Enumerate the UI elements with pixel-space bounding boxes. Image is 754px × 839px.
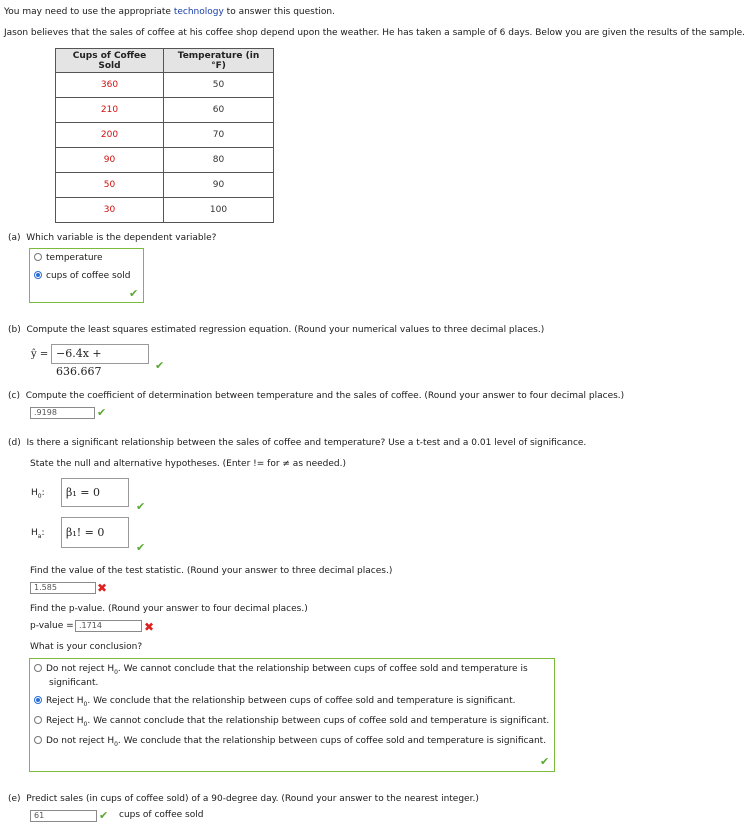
- cell-cups: 210: [56, 98, 164, 123]
- correct-check-icon: ✔: [97, 406, 107, 419]
- intro-text: You may need to use the appropriate: [4, 7, 174, 17]
- intro-line: [4, 7, 335, 17]
- part-b-label: (b): [8, 325, 21, 335]
- part-e-question: [8, 794, 479, 804]
- correct-check-icon: ✔: [136, 541, 146, 554]
- cell-cups: 30: [56, 198, 164, 223]
- conclusion-prompt: What is your conclusion?: [30, 642, 143, 652]
- radio-conclusion-3[interactable]: [34, 716, 42, 724]
- part-a-question: [8, 233, 216, 243]
- part-a-text: Which variable is the dependent variable?: [26, 233, 217, 243]
- radio-conclusion-4[interactable]: [34, 736, 42, 744]
- p-value-prompt: Find the p-value. (Round your answer to four decimal places.): [30, 604, 308, 614]
- column-header-cups: Cups of Coffee Sold: [56, 49, 164, 73]
- technology-link[interactable]: technology: [173, 7, 224, 17]
- predicted-sales-input[interactable]: 61: [30, 810, 97, 822]
- h0-letter: H: [76, 696, 84, 706]
- hypotheses-prompt: State the null and alternative hypotheses. (Enter != for ≠ as needed.): [30, 459, 346, 469]
- test-statistic-prompt: Find the value of the test statistic. (Round your answer to three decimal places.): [30, 566, 393, 576]
- option-text-post: . We conclude that the relationship between cups of coffee sold and temperature is significant.: [117, 736, 547, 746]
- column-header-temperature: Temperature (in °F): [164, 49, 274, 73]
- cell-temperature: 100: [164, 198, 274, 223]
- h0-letter: H: [31, 488, 38, 498]
- table-row: [56, 73, 274, 98]
- cell-cups: 50: [56, 173, 164, 198]
- correct-check-icon: ✔: [129, 287, 139, 300]
- h0-label: $H_0$:: [31, 488, 45, 500]
- option-text-pre: Reject: [46, 696, 77, 706]
- coefficient-determination-input[interactable]: .9198: [30, 407, 95, 419]
- p-value-label: p-value =: [30, 621, 74, 631]
- p-value-input[interactable]: .1714: [75, 620, 142, 632]
- part-e-text: Predict sales (in cups of coffee sold) of a 90-degree day. (Round your answer to the nearest integer.): [26, 794, 479, 804]
- h0-subscript: 0: [37, 492, 42, 500]
- option-text-post: . We conclude that the relationship between cups of coffee sold and temperature is significant.: [87, 696, 516, 706]
- radio-conclusion-2-selected[interactable]: [34, 696, 42, 704]
- ha-letter: H: [31, 528, 38, 538]
- conclusion-option-1-line2: significant.: [49, 678, 99, 688]
- conclusion-option-2[interactable]: [34, 696, 516, 708]
- radio-temperature[interactable]: [34, 253, 42, 261]
- problem-statement: Jason believes that the sales of coffee at his coffee shop depend upon the weather. He has taken a sample of 6 days. Below you are given the results of the sample.: [4, 28, 746, 38]
- cell-cups: 360: [56, 73, 164, 98]
- alternative-hypothesis-input[interactable]: β₁! = 0: [61, 517, 129, 548]
- null-hypothesis-input[interactable]: β₁ = 0: [61, 478, 129, 507]
- option-text-pre: Do not reject: [46, 664, 108, 674]
- table-row: [56, 148, 274, 173]
- part-b-question: [8, 325, 544, 335]
- h0-subscript: 0: [83, 700, 88, 708]
- table-row: [56, 123, 274, 148]
- conclusion-option-4[interactable]: [34, 736, 546, 748]
- predicted-sales-unit: cups of coffee sold: [119, 810, 204, 820]
- option-text-post: . We cannot conclude that the relationship between cups of coffee sold and temperature is: [117, 664, 528, 674]
- option-text-post: . We cannot conclude that the relationship between cups of coffee sold and temperature is significant.: [87, 716, 550, 726]
- conclusion-option-1[interactable]: [34, 664, 528, 676]
- h0-subscript: 0: [114, 740, 118, 748]
- radio-conclusion-1[interactable]: [34, 664, 42, 672]
- cell-cups: 200: [56, 123, 164, 148]
- radio-cups-selected[interactable]: [34, 271, 42, 279]
- option-temperature-label: temperature: [46, 253, 103, 263]
- correct-check-icon: ✔: [155, 359, 165, 372]
- part-b-text: Compute the least squares estimated regression equation. (Round your numerical values to three decimal places.): [26, 325, 545, 335]
- correct-check-icon: ✔: [136, 500, 146, 513]
- table-header-row: [56, 49, 274, 73]
- correct-check-icon: ✔: [99, 809, 109, 822]
- table-row: [56, 173, 274, 198]
- regression-equation-input[interactable]: −6.4x + 636.667: [51, 344, 149, 364]
- cell-cups: 90: [56, 148, 164, 173]
- option-text-pre: Do not reject: [46, 736, 108, 746]
- test-statistic-input[interactable]: 1.585: [30, 582, 96, 594]
- option-cups-label: cups of coffee sold: [46, 271, 131, 281]
- ha-label: $H_a$:: [31, 528, 45, 540]
- incorrect-x-icon: ✖: [97, 581, 108, 595]
- cell-temperature: 70: [164, 123, 274, 148]
- part-e-label: (e): [8, 794, 21, 804]
- yhat-label: ŷ =: [31, 349, 49, 360]
- incorrect-x-icon: ✖: [144, 620, 155, 634]
- part-c-text: Compute the coefficient of determination between temperature and the sales of coffee. (Round your answer to four decimal places.): [25, 391, 625, 401]
- part-c-label: (c): [8, 391, 20, 401]
- h0-letter: H: [107, 736, 115, 746]
- intro-text-end: to answer this question.: [223, 7, 335, 17]
- data-table: [55, 48, 274, 223]
- option-temperature[interactable]: [34, 253, 103, 263]
- cell-temperature: 90: [164, 173, 274, 198]
- cell-temperature: 60: [164, 98, 274, 123]
- ha-subscript: a: [37, 532, 42, 540]
- h0-letter: H: [76, 716, 84, 726]
- part-d-text: Is there a significant relationship between the sales of coffee and temperature? Use a t-test and a 0.01 level of significance.: [26, 438, 587, 448]
- correct-check-icon: ✔: [540, 755, 550, 768]
- h0-subscript: 0: [83, 720, 88, 728]
- cell-temperature: 80: [164, 148, 274, 173]
- option-cups-of-coffee-sold[interactable]: [34, 271, 130, 281]
- part-c-question: [8, 391, 624, 401]
- conclusion-option-3[interactable]: [34, 716, 549, 728]
- h0-letter: H: [107, 664, 115, 674]
- h0-subscript: 0: [114, 668, 118, 676]
- part-a-label: (a): [8, 233, 21, 243]
- table-row: [56, 98, 274, 123]
- table-row: [56, 198, 274, 223]
- option-text-pre: Reject: [46, 716, 77, 726]
- part-d-question: [8, 438, 586, 448]
- part-d-label: (d): [8, 438, 21, 448]
- cell-temperature: 50: [164, 73, 274, 98]
